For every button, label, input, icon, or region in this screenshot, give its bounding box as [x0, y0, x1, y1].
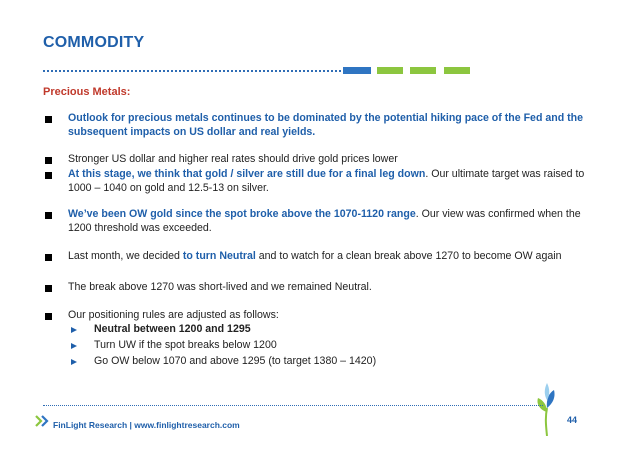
- bullet-square-icon: [45, 157, 52, 164]
- bullet-3-text: [68, 167, 588, 195]
- bullet-4-text: [68, 207, 588, 235]
- sub-bullet-1-text: Neutral between 1200 and 1295: [94, 323, 251, 335]
- bullet-square-icon: [45, 116, 52, 123]
- section-subtitle: Precious Metals:: [43, 86, 131, 98]
- bullet-square-icon: [45, 172, 52, 179]
- bullet-5-emphasis: to turn Neutral: [182, 250, 256, 262]
- page-number: 44: [567, 415, 578, 425]
- title-dotted-rule: [43, 70, 341, 72]
- bullet-square-icon: [45, 313, 52, 320]
- bullet-square-icon: [45, 254, 52, 261]
- bullet-3-rest: . Our ultimate target was raised to 1000 – 1040 on gold and 12.5-13 on silver.: [68, 168, 585, 194]
- sub-bullet-arrow-icon: [71, 359, 77, 365]
- bullet-square-icon: [45, 285, 52, 292]
- bullet-7-text: Our positioning rules are adjusted as follows:: [68, 309, 279, 321]
- bullet-square-icon: [45, 212, 52, 219]
- sub-bullet-2-text: Turn UW if the spot breaks below 1200: [94, 339, 277, 351]
- finlight-logo-icon: [534, 380, 560, 436]
- footer-brand-text: FinLight Research | www.finlightresearch.com: [53, 420, 240, 430]
- bullet-5-text: [68, 249, 588, 263]
- bullet-3-emphasis: At this stage, we think that gold / silver are still due for a final leg down: [68, 168, 426, 180]
- bullet-4-rest: . Our view was confirmed when the 1200 threshold was exceeded.: [68, 208, 581, 234]
- double-chevron-icon: [34, 414, 52, 428]
- bullet-2-text: Stronger US dollar and higher real rates should drive gold prices lower: [68, 153, 398, 165]
- footer-dotted-rule: [43, 405, 543, 406]
- title-accent-green-bar-3: [444, 67, 470, 74]
- title-accent-blue-bar: [343, 67, 371, 74]
- slide-title: COMMODITY: [43, 34, 145, 51]
- sub-bullet-arrow-icon: [71, 343, 77, 349]
- title-accent-green-bar-1: [377, 67, 403, 74]
- bullet-5-rest: and to watch for a clean break above 1270 to become OW again: [255, 250, 562, 262]
- sub-bullet-arrow-icon: [71, 327, 77, 333]
- title-accent-green-bar-2: [410, 67, 436, 74]
- bullet-4-emphasis: We’ve been OW gold since the spot broke above the 1070-1120 range: [68, 208, 416, 220]
- sub-bullet-3-text: Go OW below 1070 and above 1295 (to target 1380 – 1420): [94, 355, 377, 367]
- bullet-6-text: The break above 1270 was short-lived and we remained Neutral.: [68, 281, 372, 293]
- bullet-1-text: Outlook for precious metals continues to be dominated by the potential hiking pace of the Fed and the subsequent impacts on US dollar and real yields.: [68, 112, 584, 138]
- bullet-5-lead: Last month, we decided: [68, 250, 183, 262]
